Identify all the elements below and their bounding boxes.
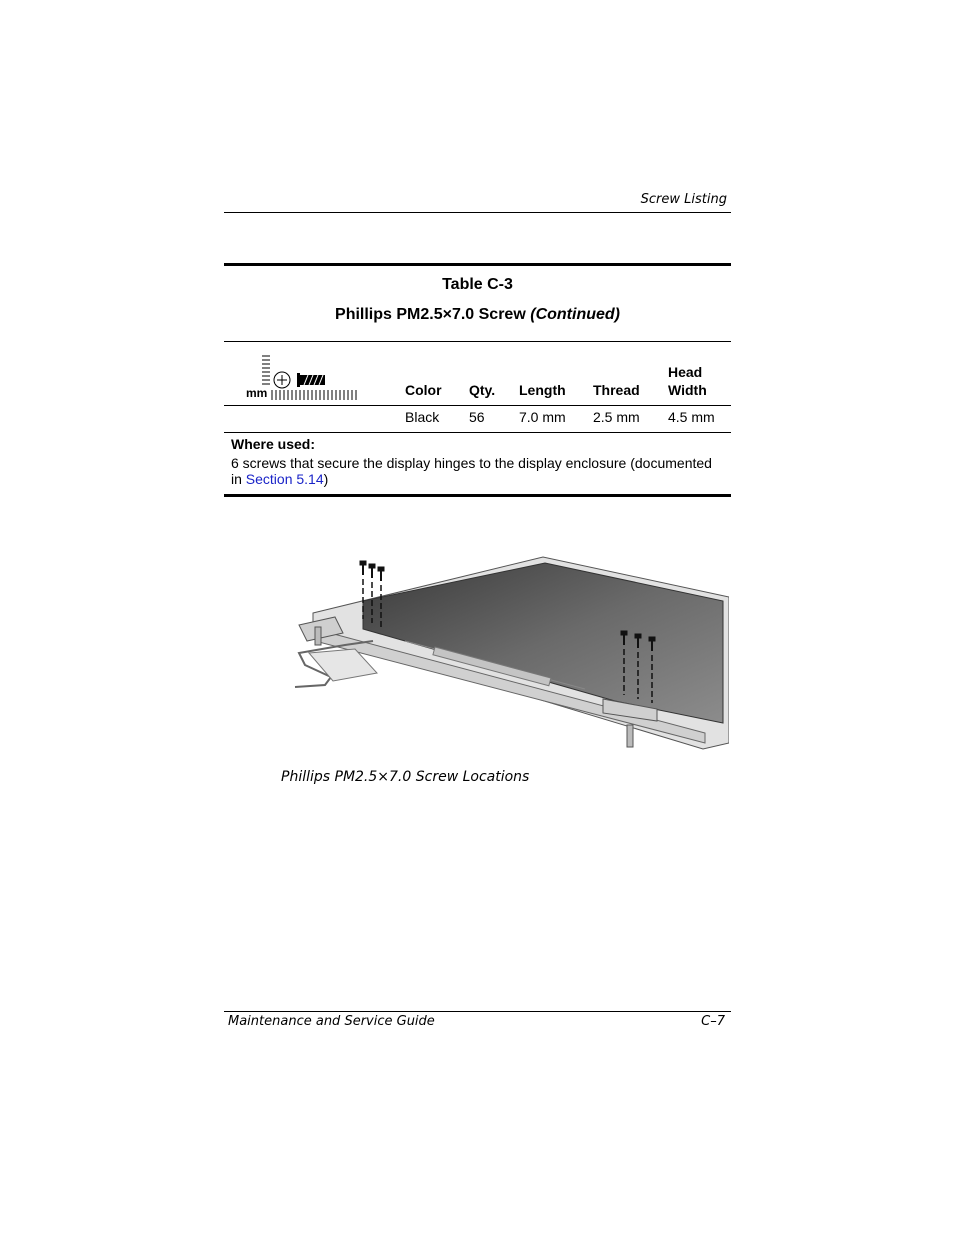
col-head-width-line1: Head (668, 364, 703, 380)
section-link[interactable]: Section 5.14 (245, 471, 324, 487)
table-title (224, 302, 731, 341)
cell-length: 7.0 mm (519, 409, 566, 425)
table-number: Table C-3 (442, 276, 513, 293)
running-head: Screw Listing (640, 192, 727, 207)
where-used (224, 433, 731, 494)
col-length: Length (519, 382, 566, 398)
where-used-body: 6 screws that secure the display hinges to the display enclosure (documented in (231, 455, 712, 487)
screw-table (224, 263, 731, 497)
col-head-width (668, 363, 707, 399)
col-color: Color (405, 382, 442, 398)
footer-guide-title: Maintenance and Service Guide (228, 1014, 435, 1029)
footer-rule (224, 1011, 731, 1012)
where-used-label: Where used: (231, 436, 316, 452)
col-thread: Thread (593, 382, 640, 398)
header-rule (224, 212, 731, 213)
table-header-row (224, 342, 731, 405)
table-title-text: Phillips PM2.5×7.0 Screw (335, 306, 526, 323)
cell-qty: 56 (469, 409, 485, 425)
figure-caption: Phillips PM2.5×7.0 Screw Locations (281, 769, 530, 785)
page-number: C–7 (701, 1014, 725, 1029)
table-bottom-rule (224, 494, 731, 497)
screw-locations-illustration (285, 553, 729, 753)
cell-thread: 2.5 mm (593, 409, 640, 425)
cell-head-width: 4.5 mm (668, 409, 715, 425)
mm-label: mm (246, 386, 268, 400)
where-used-close: ) (323, 471, 329, 487)
col-head-width-line2: Width (668, 382, 707, 398)
screw-scale-icon (244, 352, 384, 404)
table-continued: (Continued) (530, 306, 620, 323)
where-used-text (231, 455, 724, 487)
col-qty: Qty. (469, 382, 496, 398)
table-row (224, 406, 731, 432)
cell-color: Black (405, 409, 440, 425)
